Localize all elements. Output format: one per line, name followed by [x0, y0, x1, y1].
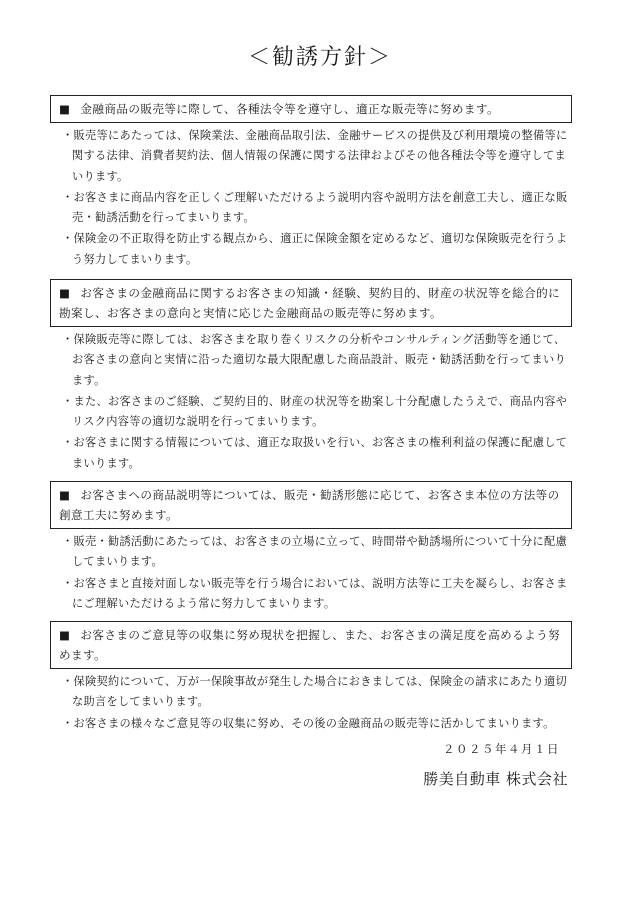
list-item: ・販売等にあたっては、保険業法、金融商品取引法、金融サービスの提供及び利用環境の整備等に関する法律、消費者契約法、個人情報の保護に関する法律およびその他各種法令等を遵守してまいります。 — [62, 129, 568, 183]
section-heading-box — [50, 481, 572, 529]
square-bullet-icon: ■ — [59, 628, 71, 642]
list-item: ・保険契約について、万が一保険事故が発生した場合におきましては、保険金の請求にあたり適切な助言をしてまいります。 — [62, 675, 568, 709]
square-bullet-icon: ■ — [59, 102, 71, 116]
policy-section-2 — [50, 279, 572, 475]
section-heading-box — [50, 95, 572, 123]
section-heading-box — [50, 279, 572, 327]
page-title: ＜勧誘方針＞ — [247, 45, 392, 70]
policy-section-4 — [50, 621, 572, 735]
company-name: 勝美自動車 株式会社 — [423, 770, 568, 788]
list-item: ・また、お客さまのご経験、ご契約目的、財産の状況等を勘案し十分配慮したうえで、商品内容やリスク内容等の適切な説明を行ってまいります。 — [62, 394, 568, 429]
section-bullet-list — [50, 672, 572, 734]
section-bullet-list — [50, 330, 572, 474]
section-heading: 金融商品の販売等に際して、各種法令等を遵守し、適正な販売等に努めます。 — [80, 102, 499, 116]
policy-section-3 — [50, 481, 572, 615]
list-item: ・販売・勧誘活動にあたっては、お客さまの立場に立って、時間帯や勧誘場所について十分に配慮してまいります。 — [62, 535, 568, 569]
list-item: ・お客さまと直接対面しない販売等を行う場合においては、説明方法等に工夫を凝らし、お客さまにご理解いただけるよう常に努力してまいります。 — [62, 576, 568, 610]
section-heading: お客さまへの商品説明等については、販売・勧誘形態に応じて、お客さま本位の方法等の創意工夫に努めます。 — [59, 488, 560, 522]
square-bullet-icon: ■ — [59, 488, 71, 502]
section-heading: お客さまのご意見等の収集に努め現状を把握し、また、お客さまの満足度を高めるよう努めます。 — [59, 628, 561, 662]
list-item: ・お客さまに商品内容を正しくご理解いただけるよう説明内容や説明方法を創意工夫し、適正な販売・勧誘活動を行ってまいります。 — [62, 190, 568, 225]
list-item: ・お客さまの様々なご意見等の収集に努め、その後の金融商品の販売等に活かしてまいります。 — [62, 716, 555, 730]
policy-section-1 — [50, 95, 572, 271]
list-item: ・保険金の不正取得を防止する観点から、適正に保険金額を定めるなど、適切な保険販売を行うよう努力してまいります。 — [62, 232, 568, 266]
section-heading: お客さまの金融商品に関するお客さまの知識・経験、契約目的、財産の状況等を総合的に勘案し、お客さまの意向と実情に応じた金融商品の販売等に努めます。 — [59, 286, 561, 320]
issue-date: ２０２５年４月１日 — [443, 742, 560, 756]
list-item: ・お客さまに関する情報については、適正な取扱いを行い、お客さまの権利利益の保護に配慮してまいります。 — [62, 436, 568, 470]
section-heading-box — [50, 621, 572, 669]
square-bullet-icon: ■ — [59, 286, 71, 300]
section-bullet-list — [50, 532, 572, 614]
list-item: ・保険販売等に際しては、お客さまを取り巻くリスクの分析やコンサルティング活動等を通じて、お客さまの意向と実情に沿った適切な最大限配慮した商品設計、販売・勧誘活動を行ってまいります。 — [62, 333, 566, 387]
section-bullet-list — [50, 126, 572, 270]
